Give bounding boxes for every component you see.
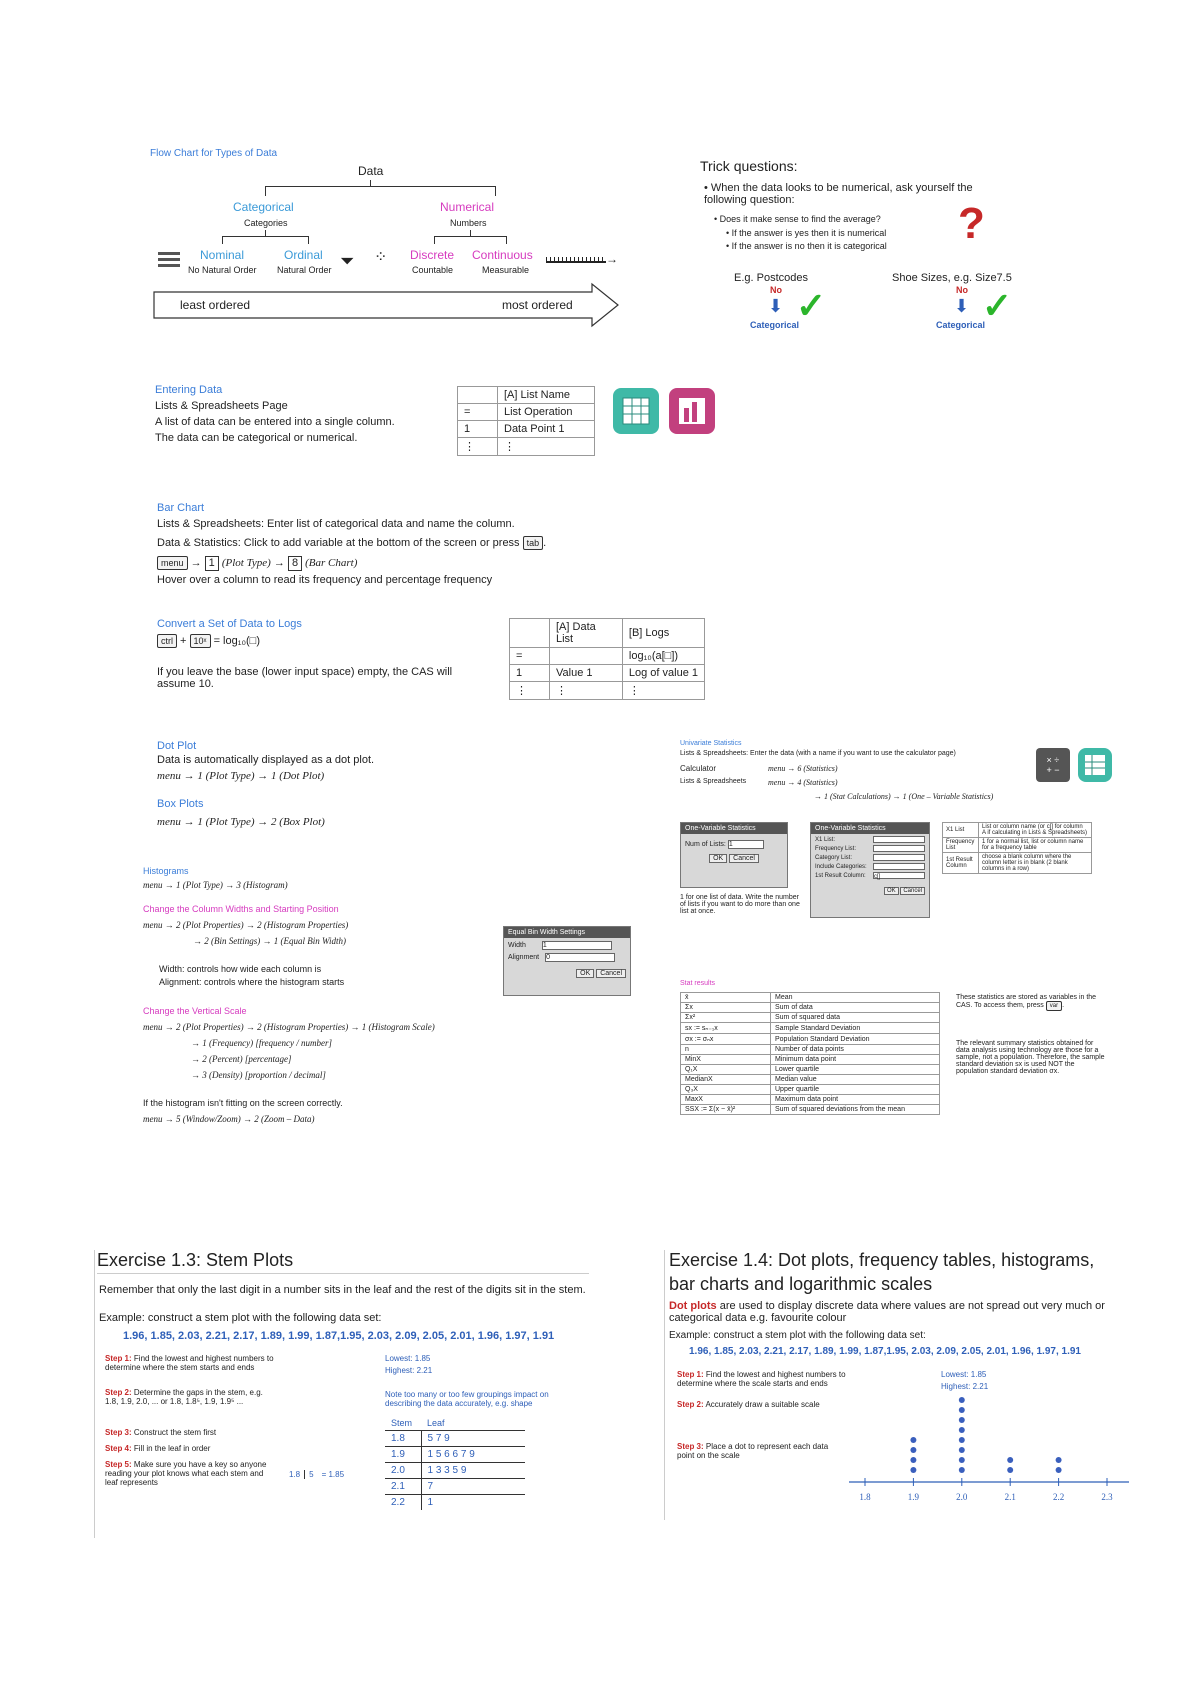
stat-symbol: MedianX bbox=[681, 1075, 771, 1085]
uni-seq2: → 1 (Stat Calculations) → 1 (One – Variable Statistics) bbox=[814, 792, 994, 801]
flow-numerical: Numerical bbox=[440, 200, 495, 214]
stat-row bbox=[681, 1085, 940, 1095]
tick-label: 2.2 bbox=[1052, 1492, 1065, 1502]
x1-list-input[interactable] bbox=[873, 836, 925, 843]
stat-meaning: Population Standard Deviation bbox=[771, 1034, 940, 1045]
leaf-values: 1 3 3 5 9 bbox=[421, 1463, 525, 1479]
stem-value: 1.8 bbox=[385, 1431, 421, 1447]
dot-point bbox=[959, 1457, 965, 1463]
trick-b3: If the answer is yes then it is numerical bbox=[731, 228, 887, 238]
num-lists-input[interactable]: 1 bbox=[728, 840, 764, 849]
one-var-dialog-2 bbox=[810, 822, 930, 918]
dot-point bbox=[959, 1427, 965, 1433]
logs-table: [A] Data List [B] Logs = log₁₀(a[□]) 1 Value 1 Log of value 1 ⋮ ⋮ ⋮ bbox=[509, 618, 705, 700]
dot-point bbox=[1007, 1467, 1013, 1473]
alignment-input[interactable]: 0 bbox=[545, 953, 615, 962]
dot-point bbox=[959, 1447, 965, 1453]
uni-note1: 1 for one list of data. Write the number of lists if you want to do more than one list at once. bbox=[680, 894, 800, 915]
stat-symbol: MinX bbox=[681, 1055, 771, 1065]
dialog2-title: One-Variable Statistics bbox=[811, 823, 929, 834]
uni-calc: Calculator bbox=[680, 764, 717, 773]
uni-l1: Lists & Spreadsheets: Enter the data (with a name if you want to use the calculator page) bbox=[680, 750, 956, 757]
equal-bin-dialog bbox=[503, 926, 631, 996]
stat-row bbox=[681, 1023, 940, 1034]
stat-meaning: Number of data points bbox=[771, 1045, 940, 1055]
flow-continuous: Continuous bbox=[472, 248, 533, 262]
trick-cat-2: Categorical bbox=[936, 320, 986, 330]
logs-title: Convert a Set of Data to Logs bbox=[157, 618, 302, 630]
stat-symbol: MaxX bbox=[681, 1095, 771, 1105]
check-icon: ✓ bbox=[796, 285, 827, 326]
result-col-input[interactable]: c[] bbox=[873, 872, 925, 879]
ex14-lowest: Lowest: 1.85 bbox=[941, 1370, 987, 1379]
fit-text: If the histogram isn't fitting on the screen correctly. bbox=[143, 1098, 343, 1108]
cancel-button[interactable]: Cancel bbox=[900, 887, 925, 895]
cat-list-label: Category List: bbox=[815, 855, 853, 861]
stat-symbol: Σx bbox=[681, 1003, 771, 1013]
down-arrow-icon: ⬇ bbox=[768, 296, 784, 316]
width-input[interactable]: 1 bbox=[542, 941, 612, 950]
tick-label: 1.9 bbox=[907, 1492, 920, 1502]
ex13-lowest: Lowest: 1.85 bbox=[385, 1354, 431, 1363]
ex14-example: Example: construct a stem plot with the following data set: bbox=[669, 1330, 926, 1341]
cw2: → 2 (Bin Settings) → 1 (Equal Bin Width) bbox=[193, 936, 346, 946]
ex13-highest: Highest: 2.21 bbox=[385, 1366, 433, 1375]
stat-symbol: σx := σₙx bbox=[681, 1034, 771, 1045]
menu-key: menu bbox=[157, 556, 188, 570]
stat-meaning: Median value bbox=[771, 1075, 940, 1085]
stem-row bbox=[385, 1463, 525, 1479]
trick-ex2: Shoe Sizes, e.g. Size7.5 bbox=[892, 272, 1012, 284]
flow-nominal: Nominal bbox=[200, 248, 245, 262]
width-text: Width: controls how wide each column is bbox=[159, 964, 322, 974]
box-title: Box Plots bbox=[157, 798, 204, 810]
ex13-note: Note too many or too few groupings impact on describing the data accurately, e.g. shape bbox=[385, 1390, 549, 1408]
stat-meaning: Lower quartile bbox=[771, 1065, 940, 1075]
stat-meaning: Sample Standard Deviation bbox=[771, 1023, 940, 1034]
dialog-align-label: Alignment bbox=[508, 954, 540, 961]
ex13-step4: Step 4: bbox=[105, 1444, 132, 1453]
list-icon bbox=[158, 252, 180, 267]
dot-point bbox=[959, 1467, 965, 1473]
stat-row bbox=[681, 1065, 940, 1075]
flow-discrete: Discrete bbox=[410, 248, 455, 262]
spreadsheet-icon bbox=[1078, 748, 1112, 782]
ctrl-key: ctrl bbox=[157, 634, 177, 648]
stat-symbol: Q₁X bbox=[681, 1065, 771, 1075]
dot-point bbox=[959, 1437, 965, 1443]
trick-no-1: No bbox=[770, 285, 782, 295]
stat-meaning: Maximum data point bbox=[771, 1095, 940, 1105]
stem-row bbox=[385, 1447, 525, 1463]
stat-results-section: Stat results x̄ Mean Σx Sum of data Σx² Sum of squared data sx := sₙ₋₁x Sample Standard Deviation σx := σₙx Population Standard Deviation n Number of data points MinX Minimum data point Q₁X Lower quartile MedianX Median value Q₃X Upper quartile MaxX Maximum data point SSX := Σ(x − x̄)² Sum of squared deviations from the mean These statistics are stored as variables in the CAS. To access them, press var . The relevant summary statistics obtained for data analysis using technology are those for a sample, not a population. Therefore, the sample standard deviation sx is used NOT the population standard deviation σx. bbox=[680, 980, 1105, 1113]
stat-table bbox=[680, 992, 940, 1115]
vs1: menu → 2 (Plot Properties) → 2 (Histogram Properties) → 1 (Histogram Scale) bbox=[143, 1022, 435, 1032]
stat-row bbox=[681, 1055, 940, 1065]
univariate-section bbox=[680, 740, 1120, 980]
ex14-data: 1.96, 1.85, 2.03, 2.21, 2.17, 1.89, 1.99, 1.87,1.95, 2.03, 2.09, 2.05, 2.01, 1.96, 1.97, 1.91 bbox=[689, 1346, 1081, 1357]
ex13-step3: Step 3: bbox=[105, 1428, 132, 1437]
key-8: 8 bbox=[288, 556, 302, 571]
trick-b2: Does it make sense to find the average? bbox=[719, 214, 881, 224]
cancel-button[interactable]: Cancel bbox=[729, 854, 759, 863]
dot-seq: menu → 1 (Plot Type) → 1 (Dot Plot) bbox=[157, 770, 325, 782]
stat-meaning: Minimum data point bbox=[771, 1055, 940, 1065]
logs-section: Convert a Set of Data to Logs ctrl + 10ˣ = log₁₀(□) If you leave the base (lower input space) empty, the CAS will assume 10. [A] Data List [B] Logs = log₁₀(a[□]) 1 Value 1 Log of value 1 ⋮ ⋮ ⋮ bbox=[157, 618, 717, 708]
ex14-dp: Dot plots bbox=[669, 1300, 717, 1312]
stem-leaf-table bbox=[385, 1416, 525, 1510]
stat-row bbox=[681, 1075, 940, 1085]
ex13-step1: Step 1: bbox=[105, 1354, 132, 1363]
plot-type: (Plot Type) bbox=[221, 557, 271, 569]
dot-point bbox=[910, 1467, 916, 1473]
tab-key: tab bbox=[523, 536, 544, 550]
trick-b4: If the answer is no then it is categorical bbox=[731, 241, 887, 251]
dot-point bbox=[1056, 1467, 1062, 1473]
num-lists-label: Num of Lists: bbox=[685, 841, 726, 848]
ex14-step1-text: Find the lowest and highest numbers to determine where the scale starts and ends bbox=[677, 1370, 846, 1388]
histogram-section bbox=[143, 866, 643, 1166]
ex13-step2: Step 2: bbox=[105, 1388, 132, 1397]
ex13-intro: Remember that only the last digit in a number sits in the leaf and the rest of the digits sit in the stem. bbox=[99, 1284, 586, 1296]
ex13-title: Exercise 1.3: Stem Plots bbox=[97, 1250, 589, 1274]
bar-l2: Data & Statistics: Click to add variable at the bottom of the screen or press bbox=[157, 537, 520, 549]
dot-point bbox=[910, 1447, 916, 1453]
stat-meaning: Sum of squared deviations from the mean bbox=[771, 1105, 940, 1115]
stat-symbol: sx := sₙ₋₁x bbox=[681, 1023, 771, 1034]
bar-l1: Lists & Spreadsheets: Enter list of categorical data and name the column. bbox=[157, 518, 515, 530]
box-seq: menu → 1 (Plot Type) → 2 (Box Plot) bbox=[157, 816, 325, 828]
ex14-highest: Highest: 2.21 bbox=[941, 1382, 989, 1391]
stat-row bbox=[681, 1034, 940, 1045]
stat-note2: The relevant summary statistics obtained for data analysis using technology are those for a sample, not a population. Therefore, the sample standard deviation sx is used NOT the population standard deviation σx. bbox=[956, 1040, 1105, 1075]
spreadsheet-icon bbox=[613, 388, 659, 434]
leaf-values: 5 7 9 bbox=[421, 1431, 525, 1447]
dot-point bbox=[1007, 1457, 1013, 1463]
tick-label: 2.3 bbox=[1101, 1492, 1113, 1502]
hist-seq: menu → 1 (Plot Type) → 3 (Histogram) bbox=[143, 880, 288, 890]
stat-symbol: x̄ bbox=[681, 993, 771, 1003]
tick-label: 2.1 bbox=[1004, 1492, 1016, 1502]
dot-point bbox=[959, 1417, 965, 1423]
flow-numerical-sub: Numbers bbox=[450, 218, 487, 228]
ex14-intro: are used to display discrete data where values are not spread out very much or categorical data e.g. favourite colour bbox=[669, 1300, 1105, 1324]
ex14-step2-text: Accurately draw a suitable scale bbox=[705, 1400, 820, 1409]
cw-title: Change the Column Widths and Starting Position bbox=[143, 904, 339, 914]
ex14-step1: Step 1: bbox=[677, 1370, 704, 1379]
dot-plot-section bbox=[157, 740, 637, 828]
ex14-title1: Exercise 1.4: Dot plots, frequency tables, histograms, bbox=[669, 1250, 1095, 1270]
uni-title: Univariate Statistics bbox=[680, 740, 742, 747]
flow-root: Data bbox=[358, 164, 384, 178]
flow-categorical: Categorical bbox=[233, 200, 294, 214]
flow-continuous-sub: Measurable bbox=[482, 265, 530, 275]
tick-label: 1.8 bbox=[859, 1492, 871, 1502]
stat-row bbox=[681, 1045, 940, 1055]
stem-header: Leaf bbox=[427, 1418, 445, 1428]
ex13-example: Example: construct a stem plot with the following data set: bbox=[99, 1312, 382, 1324]
stem-row bbox=[385, 1431, 525, 1447]
bar-chart-label: (Bar Chart) bbox=[305, 557, 358, 569]
dialog-width-label: Width bbox=[508, 942, 526, 949]
trick-no-2: No bbox=[956, 285, 968, 295]
include-cat-input[interactable] bbox=[873, 863, 925, 870]
include-cat-label: Include Categories: bbox=[815, 864, 867, 870]
question-person-icon: ? bbox=[958, 199, 985, 248]
trick-questions: Trick questions: • When the data looks to be numerical, ask yourself the following question: • Does it make sense to find the average? • If the answer is yes then it is numerical • If the answer is no then it is categorical ? E.g. Postcodes Shoe Sizes, e.g. Size7.5 No No ⬇ ⬇ Categorical Categorical ✓ ✓ bbox=[700, 158, 1013, 330]
vs2: → 1 (Frequency) [frequency / number] bbox=[191, 1038, 333, 1048]
chart-icon bbox=[669, 388, 715, 434]
logs-note: If you leave the base (lower input space) empty, the CAS will assume 10. bbox=[157, 666, 453, 690]
stat-symbol: n bbox=[681, 1045, 771, 1055]
stat-row bbox=[681, 1013, 940, 1023]
vs-title: Change the Vertical Scale bbox=[143, 1006, 247, 1016]
ex13-data: 1.96, 1.85, 2.03, 2.21, 2.17, 1.89, 1.99, 1.87,1.95, 2.03, 2.09, 2.05, 2.01, 1.96, 1.97, 1.91 bbox=[123, 1330, 555, 1342]
dot-plot bbox=[845, 1378, 1135, 1508]
entering-data bbox=[155, 384, 735, 484]
entering-l3: The data can be categorical or numerical. bbox=[155, 432, 358, 444]
stem-value: 1.9 bbox=[385, 1447, 421, 1463]
dot-point bbox=[1056, 1457, 1062, 1463]
dots-icon: ⁘ bbox=[374, 249, 388, 266]
one-var-dialog-1 bbox=[680, 822, 788, 888]
stat-row bbox=[681, 1095, 940, 1105]
ex13-step3-text: Construct the stem first bbox=[133, 1428, 217, 1437]
leaf-values: 1 5 6 6 7 9 bbox=[421, 1447, 525, 1463]
stat-symbol: SSX := Σ(x − x̄)² bbox=[681, 1105, 771, 1115]
entering-l2: A list of data can be entered into a single column. bbox=[155, 416, 395, 428]
trick-ex1: E.g. Postcodes bbox=[734, 272, 808, 284]
trick-cat-1: Categorical bbox=[750, 320, 800, 330]
flow-chart: Flow Chart for Types of Data Data Categorical Categories Numerical Numbers Nominal No Natural Order Ordinal Natural Order ⏷ ⁘ Discrete Countable Continuous Measurable → least ordered most ordered bbox=[150, 148, 620, 348]
flow-nominal-sub: No Natural Order bbox=[188, 265, 257, 275]
dialog-title: Equal Bin Width Settings bbox=[504, 927, 630, 938]
ex13-step4-text: Fill in the leaf in order bbox=[133, 1444, 211, 1453]
stat-title: Stat results bbox=[680, 980, 716, 987]
key-1: 1 bbox=[205, 556, 219, 571]
uni-calc-seq: menu → 6 (Statistics) bbox=[768, 764, 838, 773]
dot-l1: Data is automatically displayed as a dot plot. bbox=[157, 754, 375, 766]
ex13-step1-text: Find the lowest and highest numbers to determine where the stem starts and ends bbox=[105, 1354, 274, 1372]
bar-title: Bar Chart bbox=[157, 502, 205, 514]
freq-list-input[interactable] bbox=[873, 845, 925, 852]
logs-eq: = log₁₀(□) bbox=[213, 635, 260, 647]
flow-ordinal-sub: Natural Order bbox=[277, 265, 332, 275]
stem-value: 2.2 bbox=[385, 1495, 421, 1511]
result-col-label: 1st Result Column: bbox=[815, 873, 866, 879]
tenx-key: 10ˣ bbox=[190, 634, 211, 648]
stat-meaning: Sum of squared data bbox=[771, 1013, 940, 1023]
ok-button[interactable]: OK bbox=[576, 969, 594, 978]
flow-ordinal: Ordinal bbox=[284, 248, 323, 262]
stem-key: 1.8 5 = 1.85 bbox=[285, 1470, 348, 1479]
var-key: var bbox=[1046, 1001, 1062, 1011]
flow-categorical-sub: Categories bbox=[244, 218, 288, 228]
check-icon: ✓ bbox=[982, 285, 1013, 326]
entering-title: Entering Data bbox=[155, 384, 223, 396]
ruler-icon bbox=[546, 257, 606, 263]
exercise-1-4 bbox=[664, 1250, 1144, 1520]
bar-l4: Hover over a column to read its frequency and percentage frequency bbox=[157, 574, 493, 586]
uni-ls-seq: menu → 4 (Statistics) bbox=[768, 778, 838, 787]
stat-row bbox=[681, 1003, 940, 1013]
least-ordered: least ordered bbox=[180, 298, 251, 312]
ok-button[interactable]: OK bbox=[884, 887, 899, 895]
ex14-title2: bar charts and logarithmic scales bbox=[669, 1274, 933, 1294]
stat-row bbox=[681, 1105, 940, 1115]
stat-meaning: Sum of data bbox=[771, 1003, 940, 1013]
leaf-values: 7 bbox=[421, 1479, 525, 1495]
stat-symbol: Σx² bbox=[681, 1013, 771, 1023]
stem-row bbox=[385, 1495, 525, 1511]
stem-value: 2.0 bbox=[385, 1463, 421, 1479]
tick-label: 2.0 bbox=[956, 1492, 968, 1502]
stem-header: Stem bbox=[391, 1418, 413, 1428]
most-ordered: most ordered bbox=[502, 298, 573, 312]
x1-list-label: X1 List: bbox=[815, 837, 836, 843]
ex13-step5-text: Make sure you have a key so anyone reading your plot knows what each stem and leaf represents bbox=[105, 1460, 267, 1487]
cancel-button[interactable]: Cancel bbox=[596, 969, 626, 978]
uni-ls: Lists & Spreadsheets bbox=[680, 778, 747, 785]
freq-list-label: Frequency List: bbox=[815, 846, 857, 852]
cat-list-input[interactable] bbox=[873, 854, 925, 861]
leaf-values: 1 bbox=[421, 1495, 525, 1511]
dot-point bbox=[959, 1407, 965, 1413]
dot-title: Dot Plot bbox=[157, 740, 197, 752]
ex13-step5: Step 5: bbox=[105, 1460, 132, 1469]
uni-side-table: X1 List List or column name (or c[] for column A if calculating in Lists & Spreadsheets) Frequency List 1 for a normal list, list or column name for a frequency table 1st Result Column choose a blank column where the column letter is in blank (2 blank columns in a row) bbox=[942, 822, 1092, 874]
ex14-step2: Step 2: bbox=[677, 1400, 704, 1409]
dot-point bbox=[910, 1457, 916, 1463]
stat-row bbox=[681, 993, 940, 1003]
dialog1-title: One-Variable Statistics bbox=[681, 823, 787, 834]
align-text: Alignment: controls where the histogram starts bbox=[159, 977, 345, 987]
down-arrow-icon: ⬇ bbox=[954, 296, 970, 316]
entering-l1: Lists & Spreadsheets Page bbox=[155, 400, 288, 412]
stat-symbol: Q₃X bbox=[681, 1085, 771, 1095]
entering-table: [A] List Name = List Operation 1 Data Point 1 ⋮ ⋮ bbox=[457, 386, 595, 456]
ex14-step3-text: Place a dot to represent each data point on the scale bbox=[677, 1442, 829, 1460]
trick-b1: When the data looks to be numerical, ask yourself the following question: bbox=[704, 182, 973, 206]
hist-title: Histograms bbox=[143, 866, 189, 876]
stat-meaning: Mean bbox=[771, 993, 940, 1003]
flow-chart-title: Flow Chart for Types of Data bbox=[150, 148, 278, 159]
stat-note1: These statistics are stored as variables in the CAS. To access them, press bbox=[956, 994, 1097, 1009]
stem-value: 2.1 bbox=[385, 1479, 421, 1495]
calculator-icon: × ÷ + − bbox=[1036, 748, 1070, 782]
vs4: → 3 (Density) [proportion / decimal] bbox=[191, 1070, 326, 1080]
trick-title: Trick questions: bbox=[700, 158, 798, 174]
fit-seq: menu → 5 (Window/Zoom) → 2 (Zoom – Data) bbox=[143, 1114, 315, 1124]
dot-point bbox=[910, 1437, 916, 1443]
ex13-step2-text: Determine the gaps in the stem, e.g. 1.8, 1.9, 2.0, ... or 1.8, 1.8⁵, 1.9, 1.9⁵ ... bbox=[105, 1388, 263, 1406]
dot-point bbox=[959, 1397, 965, 1403]
flow-discrete-sub: Countable bbox=[412, 265, 454, 275]
stem-row bbox=[385, 1479, 525, 1495]
exercise-1-3 bbox=[94, 1250, 590, 1538]
stat-meaning: Upper quartile bbox=[771, 1085, 940, 1095]
bar-chart-section: Bar Chart Lists & Spreadsheets: Enter list of categorical data and name the column. Data & Statistics: Click to add variable at the bottom of the screen or press tab . menu → 1 (Plot Type) → 8 (Bar Chart) Hover over a column to read its frequency and percentage frequency bbox=[157, 502, 547, 586]
vs3: → 2 (Percent) [percentage] bbox=[191, 1054, 292, 1064]
cw1: menu → 2 (Plot Properties) → 2 (Histogram Properties) bbox=[143, 920, 349, 930]
ok-button[interactable]: OK bbox=[709, 854, 727, 863]
ex14-step3: Step 3: bbox=[677, 1442, 704, 1451]
filter-icon: ⏷ bbox=[340, 251, 355, 271]
